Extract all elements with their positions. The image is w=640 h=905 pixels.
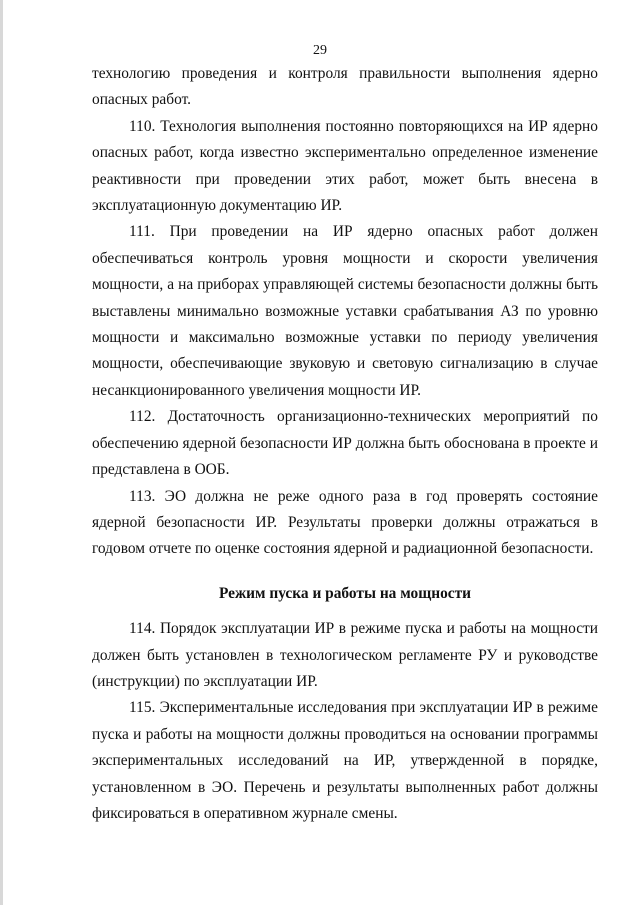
page-edge-shadow — [0, 0, 3, 905]
paragraph-115: 115. Экспериментальные исследования при эксплуатации ИР в режиме пуска и работы на мощности должны проводиться на основании программы экспериментальных исследований на ИР, утвержденной в порядке, установленном в ЭО. Перечень и результаты выполненных работ должны фиксироваться в оперативном журнале смены. — [92, 699, 598, 822]
paragraph-114: 114. Порядок эксплуатации ИР в режиме пуска и работы на мощности должен быть установлен в технологическом регламенте РУ и руководстве (инструкции) по эксплуатации ИР. — [92, 620, 598, 690]
page-number: 29 — [313, 43, 327, 58]
paragraph-113: 113. ЭО должна не реже одного раза в год проверять состояние ядерной безопасности ИР. Результаты проверки должны отражаться в годовом отчете по оценке состояния ядерной и радиационной безопасности. — [92, 487, 598, 558]
paragraph-111: 111. При проведении на ИР ядерно опасных работ должен обеспечиваться контроль уровня мощности и скорости увеличения мощности, а на приборах управляющей системы безопасности должны быть выставлены минимально возможные уставки срабатывания АЗ по уровню мощности и максимально возможные уставки по периоду увеличения мощности, обеспечивающие звуковую и световую сигнализацию в случае несанкционированного увеличения мощности ИР. — [92, 223, 598, 399]
paragraph-continuation: технологию проведения и контроля правильности выполнения ядерно опасных работ. — [92, 65, 598, 109]
section-heading: Режим пуска и работы на мощности — [218, 584, 472, 602]
document-body — [92, 61, 598, 827]
paragraph-110: 110. Технология выполнения постоянно повторяющихся на ИР ядерно опасных работ, когда известно экспериментально определенное изменение реактивности при проведении этих работ, может быть внесена в эксплуатационную документацию ИР. — [92, 117, 598, 215]
paragraph-112: 112. Достаточность организационно-технических мероприятий по обеспечению ядерной безопасности ИР должна быть обоснована в проекте и представлена в ООБ. — [92, 408, 598, 479]
